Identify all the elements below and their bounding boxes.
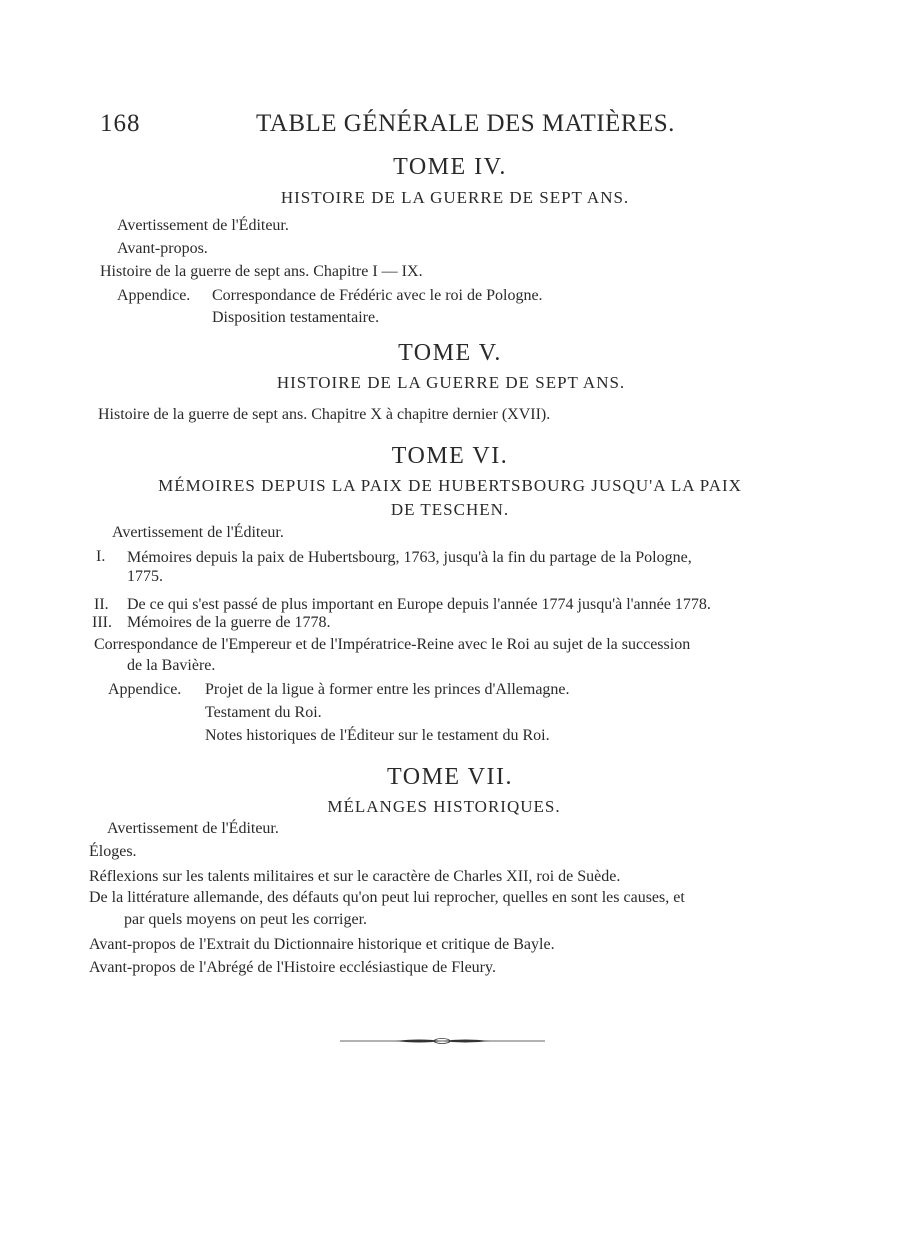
- tail-ornament: [340, 1036, 545, 1046]
- toc-entry: Histoire de la guerre de sept ans. Chapitre I — IX.: [100, 263, 423, 280]
- toc-entry: Avant-propos de l'Abrégé de l'Histoire ecclésiastique de Fleury.: [89, 959, 496, 976]
- toc-entry: Avertissement de l'Éditeur.: [107, 820, 279, 837]
- toc-entry: Éloges.: [89, 843, 137, 860]
- toc-entry: Correspondance de Frédéric avec le roi de Pologne.: [212, 287, 543, 304]
- entry-number: I.: [96, 548, 106, 565]
- tome-vii-title: TOME VII.: [387, 764, 513, 790]
- toc-entry: Notes historiques de l'Éditeur sur le testament du Roi.: [205, 727, 550, 744]
- tome-v-title: TOME V.: [398, 340, 502, 366]
- toc-entry: Correspondance de l'Empereur et de l'Impératrice-Reine avec le Roi au sujet de la succession: [94, 636, 691, 653]
- page-number: 168: [100, 110, 141, 137]
- toc-entry-continued: par quels moyens on peut les corriger.: [124, 911, 368, 928]
- toc-entry: Avertissement de l'Éditeur.: [117, 217, 289, 234]
- tome-iv-subtitle: HISTOIRE DE LA GUERRE DE SEPT ANS.: [280, 188, 630, 207]
- toc-entry: Mémoires depuis la paix de Hubertsbourg, 1763, jusqu'à la fin du partage de la Pologne,: [127, 549, 692, 566]
- entry-number: III.: [92, 614, 112, 631]
- tome-vi-subtitle-line1: MÉMOIRES DEPUIS LA PAIX DE HUBERTSBOURG JUSQU'A LA PAIX: [158, 476, 742, 495]
- tome-vii-subtitle: MÉLANGES HISTORIQUES.: [327, 797, 561, 816]
- toc-entry: Mémoires de la guerre de 1778.: [127, 614, 331, 631]
- appendix-label: Appendice.: [117, 287, 191, 304]
- toc-entry: De ce qui s'est passé de plus important en Europe depuis l'année 1774 jusqu'à l'année 1778.: [127, 596, 711, 613]
- toc-entry: Avant-propos de l'Extrait du Dictionnaire historique et critique de Bayle.: [89, 936, 555, 953]
- appendix-label: Appendice.: [108, 681, 182, 698]
- toc-entry: Disposition testamentaire.: [212, 309, 380, 326]
- toc-entry: Projet de la ligue à former entre les princes d'Allemagne.: [205, 681, 570, 698]
- toc-entry: Avant-propos.: [117, 240, 208, 257]
- running-title: TABLE GÉNÉRALE DES MATIÈRES.: [256, 110, 675, 137]
- toc-entry: Réflexions sur les talents militaires et sur le caractère de Charles XII, roi de Suède.: [89, 868, 621, 885]
- tome-v-subtitle: HISTOIRE DE LA GUERRE DE SEPT ANS.: [276, 373, 626, 392]
- toc-entry: De la littérature allemande, des défauts qu'on peut lui reprocher, quelles en sont les causes, et: [89, 889, 685, 906]
- toc-entry-continued: de la Bavière.: [127, 657, 216, 674]
- toc-entry: Testament du Roi.: [205, 704, 322, 721]
- toc-entry: Histoire de la guerre de sept ans. Chapitre X à chapitre dernier (XVII).: [98, 406, 551, 423]
- toc-entry: Avertissement de l'Éditeur.: [112, 524, 284, 541]
- tome-iv-title: TOME IV.: [393, 154, 507, 180]
- entry-number: II.: [94, 596, 109, 613]
- tome-vi-title: TOME VI.: [391, 443, 509, 469]
- tome-vi-subtitle-line2: DE TESCHEN.: [390, 500, 510, 519]
- toc-entry-continued: 1775.: [127, 568, 163, 585]
